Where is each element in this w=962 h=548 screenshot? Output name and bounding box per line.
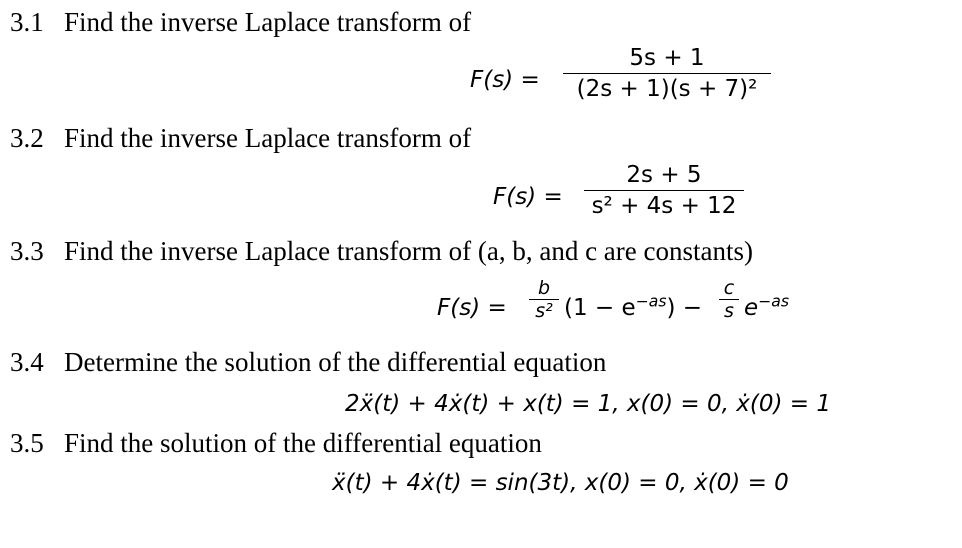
- problem-text: Find the inverse Laplace transform of: [64, 123, 472, 153]
- fraction-denominator: s: [724, 300, 734, 322]
- problem-text: Find the solution of the differential equation: [64, 428, 542, 458]
- fraction-numerator: b: [537, 277, 551, 299]
- problem-3-3-middle: $(1 - e^{-as})$ −: [564, 291, 703, 321]
- problem-number: 3.2: [10, 123, 44, 153]
- problem-3-1-fraction: [563, 43, 771, 104]
- problem-text: Find the inverse Laplace transform of (a, b, and c are constants): [64, 236, 753, 266]
- problem-number: 3.1: [10, 7, 44, 37]
- problem-3-5-equation: ẍ(t) + 4ẋ(t) = sin(3t), x(0) = 0, ẋ(0) = 0: [332, 470, 789, 496]
- problem-3-3-heading: [10, 236, 753, 266]
- problem-3-3-fraction-c: [719, 277, 739, 322]
- fraction-numerator: 5s + 1: [629, 45, 705, 71]
- problem-text: Determine the solution of the differential equation: [64, 347, 607, 377]
- fraction-denominator: s² + 4s + 12: [591, 193, 737, 219]
- fraction-denominator: (2s + 1)(s + 7)²: [576, 76, 758, 102]
- problem-3-5-heading: [10, 428, 542, 458]
- problem-number: 3.4: [10, 347, 44, 377]
- fraction-denominator: s²: [535, 300, 553, 322]
- problem-3-1-heading: [10, 7, 471, 37]
- problem-3-1-lhs: F(s) =: [470, 67, 540, 93]
- fraction-numerator: c: [723, 277, 735, 299]
- fraction-numerator: 2s + 5: [626, 162, 702, 188]
- problem-number: 3.5: [10, 428, 44, 458]
- problem-3-3-fraction-b: [529, 277, 559, 322]
- problem-3-3-lhs: F(s) =: [437, 295, 507, 321]
- problem-3-2-fraction: [584, 160, 744, 221]
- problem-3-3-tail: $e^{-as}$: [744, 291, 789, 321]
- problem-number: 3.3: [10, 236, 44, 266]
- problem-3-2-heading: [10, 123, 471, 153]
- problem-text: Find the inverse Laplace transform of: [64, 7, 472, 37]
- problem-3-2-lhs: F(s) =: [493, 184, 563, 210]
- problem-3-4-heading: [10, 347, 606, 377]
- problem-3-4-equation: 2ẍ(t) + 4ẋ(t) + x(t) = 1, x(0) = 0, ẋ(0) = 1: [345, 391, 831, 417]
